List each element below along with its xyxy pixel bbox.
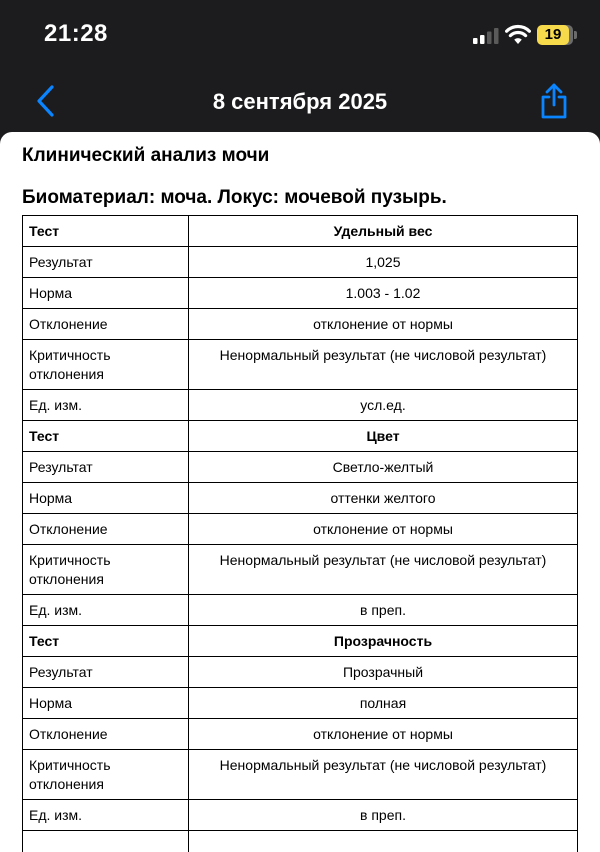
cell-result: Прозрачный bbox=[189, 657, 578, 688]
table-row bbox=[23, 657, 578, 688]
status-bar bbox=[0, 0, 600, 70]
cell-label: Отклонение bbox=[23, 719, 189, 750]
table-row bbox=[23, 750, 578, 800]
document-title: Клинический анализ мочи bbox=[22, 145, 269, 167]
cell-label: Отклонение bbox=[23, 514, 189, 545]
table-row bbox=[23, 545, 578, 595]
cell-label: Ед. изм. bbox=[23, 800, 189, 831]
cell-label: Тест bbox=[23, 421, 189, 452]
table-row bbox=[23, 483, 578, 514]
cell-deviation: отклонение от нормы bbox=[189, 719, 578, 750]
cell-test-name: Удельный вес bbox=[189, 216, 578, 247]
document-sheet[interactable] bbox=[0, 132, 600, 852]
cell-label: Результат bbox=[23, 657, 189, 688]
share-icon[interactable] bbox=[538, 82, 570, 120]
cell-norm: оттенки желтого bbox=[189, 483, 578, 514]
cell-label: Тест bbox=[23, 626, 189, 657]
cell-empty bbox=[189, 831, 578, 852]
cell-label: Тест bbox=[23, 216, 189, 247]
cell-criticality: Ненормальный результат (не числовой результат) bbox=[189, 545, 578, 595]
document-subtitle: Биоматериал: моча. Локус: мочевой пузырь. bbox=[22, 187, 447, 209]
cell-test-name: Прозрачность bbox=[189, 626, 578, 657]
cell-empty bbox=[23, 831, 189, 852]
table-row-test-header bbox=[23, 626, 578, 657]
cell-criticality: Ненормальный результат (не числовой результат) bbox=[189, 340, 578, 390]
cell-deviation: отклонение от нормы bbox=[189, 514, 578, 545]
cell-label: Отклонение bbox=[23, 309, 189, 340]
cell-unit: в преп. bbox=[189, 595, 578, 626]
cell-norm: полная bbox=[189, 688, 578, 719]
table-row bbox=[23, 340, 578, 390]
cell-unit: в преп. bbox=[189, 800, 578, 831]
cell-deviation: отклонение от нормы bbox=[189, 309, 578, 340]
table-row bbox=[23, 278, 578, 309]
navigation-bar bbox=[0, 70, 600, 132]
cell-label: Норма bbox=[23, 688, 189, 719]
table-row-partial bbox=[23, 831, 578, 852]
cell-label: Критичность отклонения bbox=[23, 340, 189, 390]
page-title: 8 сентября 2025 bbox=[0, 89, 600, 115]
table-row bbox=[23, 390, 578, 421]
table-row bbox=[23, 514, 578, 545]
cell-label: Критичность отклонения bbox=[23, 545, 189, 595]
battery-icon: 19 bbox=[537, 25, 569, 45]
cell-unit: усл.ед. bbox=[189, 390, 578, 421]
cell-result: 1,025 bbox=[189, 247, 578, 278]
status-time: 21:28 bbox=[44, 20, 108, 48]
cell-label: Ед. изм. bbox=[23, 390, 189, 421]
results-table bbox=[22, 215, 578, 852]
table-row bbox=[23, 688, 578, 719]
wifi-icon bbox=[505, 24, 531, 46]
cell-label: Результат bbox=[23, 452, 189, 483]
cell-label: Ед. изм. bbox=[23, 595, 189, 626]
table-row-test-header bbox=[23, 216, 578, 247]
cell-label: Критичность отклонения bbox=[23, 750, 189, 800]
table-row bbox=[23, 309, 578, 340]
table-row bbox=[23, 800, 578, 831]
cell-label: Результат bbox=[23, 247, 189, 278]
cell-label: Норма bbox=[23, 278, 189, 309]
cell-label: Норма bbox=[23, 483, 189, 514]
cell-criticality: Ненормальный результат (не числовой результат) bbox=[189, 750, 578, 800]
signal-icon bbox=[473, 28, 499, 44]
battery-cap bbox=[574, 31, 577, 39]
cell-result: Светло-желтый bbox=[189, 452, 578, 483]
table-row bbox=[23, 247, 578, 278]
table-row-test-header bbox=[23, 421, 578, 452]
table-row bbox=[23, 595, 578, 626]
table-row bbox=[23, 452, 578, 483]
table-row bbox=[23, 719, 578, 750]
cell-test-name: Цвет bbox=[189, 421, 578, 452]
cell-norm: 1.003 - 1.02 bbox=[189, 278, 578, 309]
